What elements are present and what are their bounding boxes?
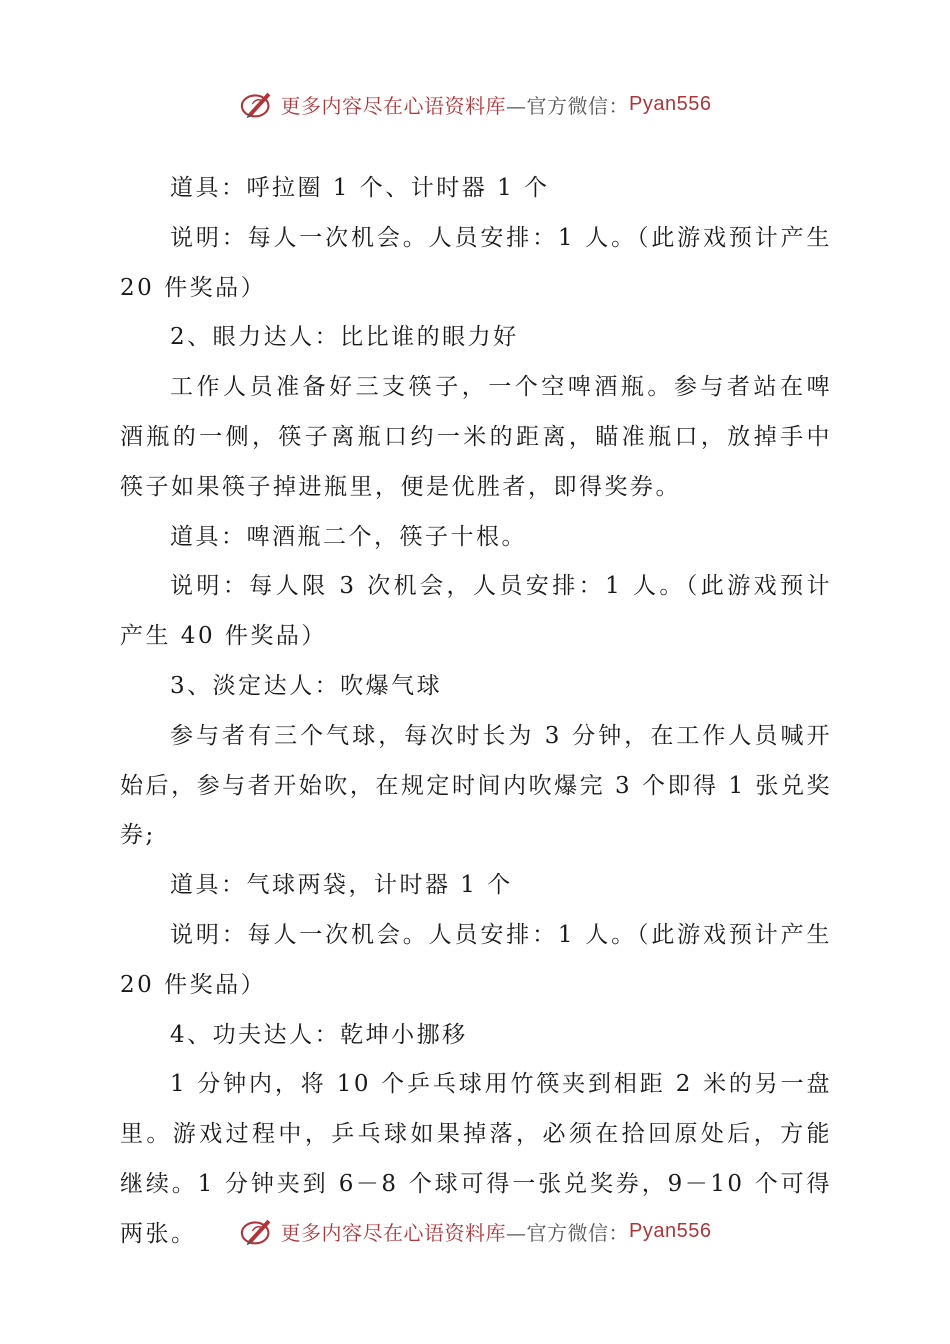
header-wechat-id: Pyan556 — [629, 92, 712, 115]
header-banner — [0, 84, 950, 124]
paragraph: 道具：呼拉圈 1 个、计时器 1 个 — [170, 175, 550, 201]
paragraph: 说明：每人一次机会。人员安排：1 人。（此游戏预计产生 20 件奖品） — [120, 224, 832, 301]
paragraph: 工作人员准备好三支筷子，一个空啤酒瓶。参与者站在啤酒瓶的一侧，筷子离瓶口约一米的距离，瞄准瓶口，放掉手中筷子如果筷子掉进瓶里，便是优胜者，即得奖券。 — [120, 374, 832, 500]
footer-wechat-id: Pyan556 — [629, 1219, 712, 1242]
footer-main-text: 更多内容尽在心语资料库 — [280, 1220, 507, 1245]
paragraph: 说明：每人限 3 次机会，人员安排：1 人。（此游戏预计产生 40 件奖品） — [120, 573, 832, 650]
section-heading: 3、淡定达人：吹爆气球 — [170, 672, 443, 699]
paragraph: 道具：气球两袋，计时器 1 个 — [170, 872, 513, 899]
footer-banner — [0, 1211, 950, 1251]
pen-logo-icon — [239, 85, 277, 123]
header-sub-text: —官方微信： — [506, 93, 630, 118]
paragraph: 1 分钟内，将 10 个乒乓球用竹筷夹到相距 2 米的另一盘里。游戏过程中，乒乓球如果掉落，必须在拾回原处后，方能继续。1 分钟夹到 6－8 个球可得一张兑奖券，9－10 个可得两张。 — [120, 1071, 832, 1247]
document-body — [120, 164, 832, 1260]
footer-sub-text: —官方微信： — [506, 1220, 630, 1245]
paragraph: 道具：啤酒瓶二个，筷子十根。 — [170, 523, 527, 550]
section-heading: 2、眼力达人：比比谁的眼力好 — [170, 324, 519, 351]
pen-logo-icon — [239, 1212, 277, 1250]
paragraph: 参与者有三个气球，每次时长为 3 分钟，在工作人员喊开始后，参与者开始吹，在规定时间内吹爆完 3 个即得 1 张兑奖券; — [120, 722, 832, 849]
paragraph: 说明：每人一次机会。人员安排：1 人。（此游戏预计产生 20 件奖品） — [120, 921, 832, 998]
header-main-text: 更多内容尽在心语资料库 — [280, 93, 507, 118]
section-heading: 4、功夫达人：乾坤小挪移 — [170, 1021, 468, 1048]
